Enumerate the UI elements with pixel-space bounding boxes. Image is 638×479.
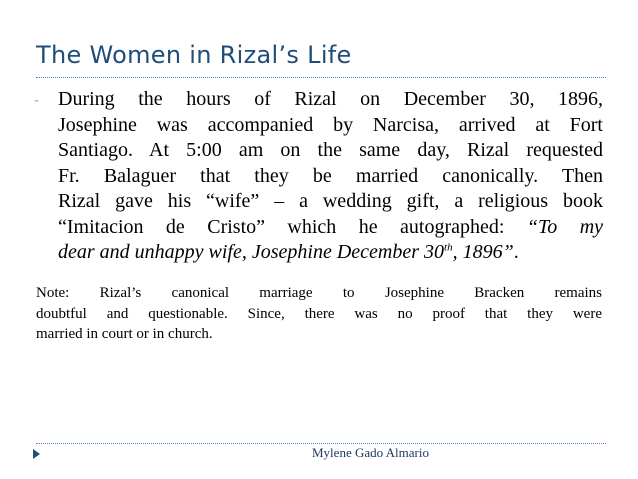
bullet-line: Josephine was accompanied by Narcisa, arrived at Fort [58,113,603,136]
footer-divider [36,443,606,444]
title-divider [36,77,606,78]
note-line: Note: Rizal’s canonical marriage to Josephine Bracken remains [36,285,602,301]
footer-author: Mylene Gado Almario [312,445,429,460]
bullet-paragraph [58,87,603,266]
quote-italic: “To my [526,215,604,238]
note-paragraph [36,283,602,345]
triangle-arrow-icon [33,449,40,459]
superscript-th: th [444,241,453,254]
bullet-line: During the hours of Rizal on December 30, 1896, [58,88,603,110]
slide-title: The Women in Rizal’s Life [36,41,352,69]
bullet-line: Santiago. At 5:00 am on the same day, Rizal requested [58,139,603,161]
quote-italic-end: , 1896” [452,241,514,263]
bullet-line: Rizal gave his “wife” – a wedding gift, a religious book [58,190,603,212]
bullet-line [58,240,603,266]
bullet-line: Fr. Balaguer that they be married canonically. Then [58,164,603,187]
note-line: doubtful and questionable. Since, there was no proof that they were [36,305,602,322]
bullet-marker: - [34,92,39,109]
bullet-line-text: “Imitacion de Cristo” which he autographed: [58,215,527,238]
period: . [513,241,519,263]
bullet-line [58,215,603,241]
quote-italic: dear and unhappy wife, Josephine December 30 [58,241,445,263]
note-line: married in court or in church. [36,326,213,342]
